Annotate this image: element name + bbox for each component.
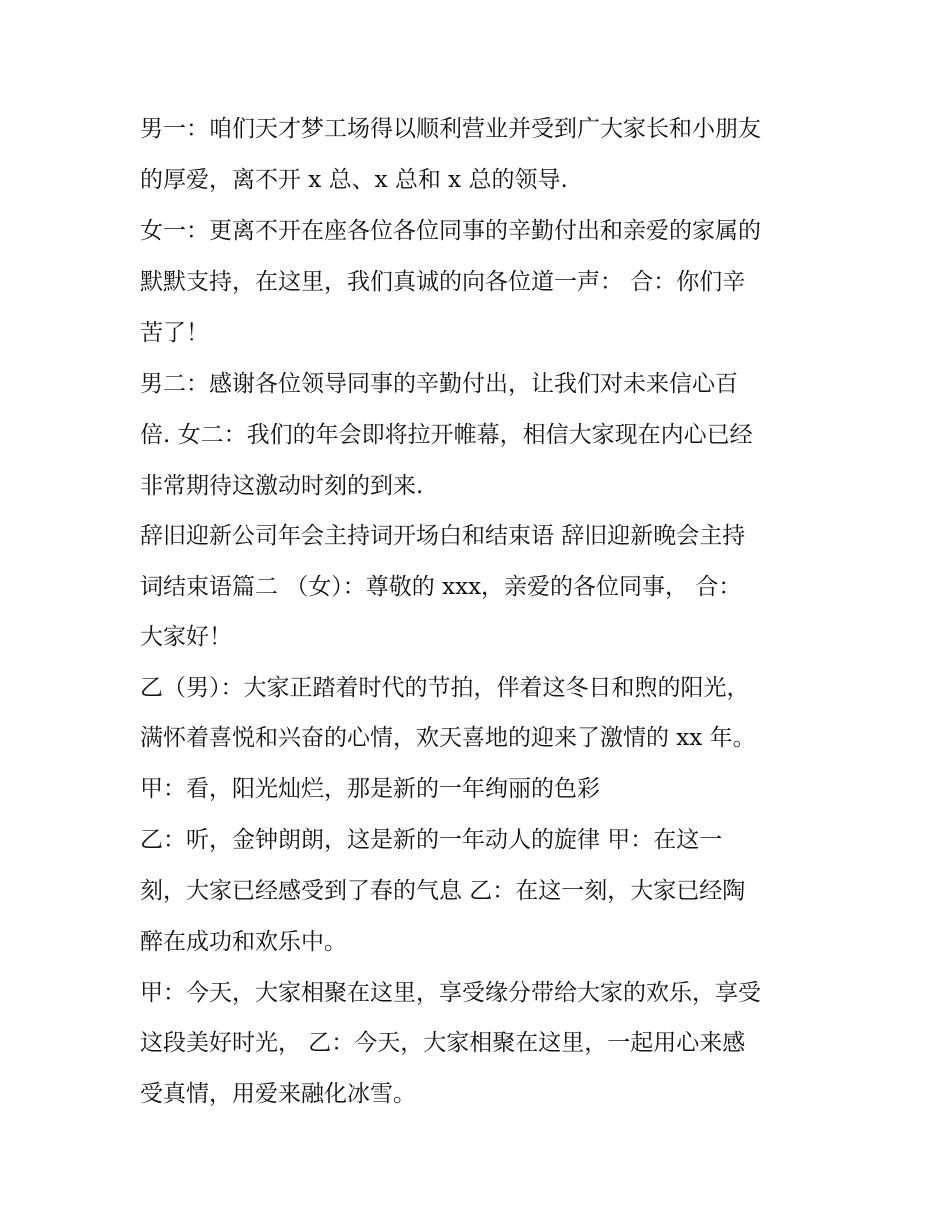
text-line: 甲：看，阳光灿烂，那是新的一年绚丽的色彩 xyxy=(140,776,600,802)
text-line: 非常期待这激动时刻的到来. xyxy=(140,473,424,499)
text-line: 乙（男）：大家正踏着时代的节拍，伴着这冬日和煦的阳光， xyxy=(140,675,750,701)
text-line: 倍. 女二：我们的年会即将拉开帷幕，相信大家现在内心已经 xyxy=(140,422,753,448)
text-line: 满怀着喜悦和兴奋的心情，欢天喜地的迎来了激情的 xx 年。 xyxy=(140,725,756,751)
text-line: 受真情，用爱来融化冰雪。 xyxy=(140,1081,416,1107)
text-line: 甲：今天，大家相聚在这里，享受缘分带给大家的欢乐，享受 xyxy=(140,980,761,1006)
text-line: 苦了！ xyxy=(140,320,209,346)
text-line: 男二：感谢各位领导同事的辛勤付出，让我们对未来信心百 xyxy=(140,371,738,397)
text-line: 大家好！ xyxy=(140,624,232,650)
text-line: 女一：更离不开在座各位各位同事的辛勤付出和亲爱的家属的 xyxy=(140,218,761,244)
text-line: 辞旧迎新公司年会主持词开场白和结束语 辞旧迎新晚会主持 xyxy=(140,523,746,549)
text-line: 词结束语篇二 （女）：尊敬的 xxx，亲爱的各位同事， 合： xyxy=(140,574,742,600)
text-line: 默默支持，在这里，我们真诚的向各位道一声： 合：你们辛 xyxy=(140,269,746,295)
text-line: 男一：咱们天才梦工场得以顺利营业并受到广大家长和小朋友 xyxy=(140,116,761,142)
text-line: 的厚爱，离不开 x 总、x 总和 x 总的领导. xyxy=(140,167,568,193)
text-line: 乙：听，金钟朗朗，这是新的一年动人的旋律 甲：在这一 xyxy=(140,827,723,853)
text-line: 刻，大家已经感受到了春的气息 乙：在这一刻，大家已经陶 xyxy=(140,878,746,904)
text-line: 醉在成功和欢乐中。 xyxy=(140,929,347,955)
text-line: 这段美好时光， 乙：今天，大家相聚在这里，一起用心来感 xyxy=(140,1030,746,1056)
